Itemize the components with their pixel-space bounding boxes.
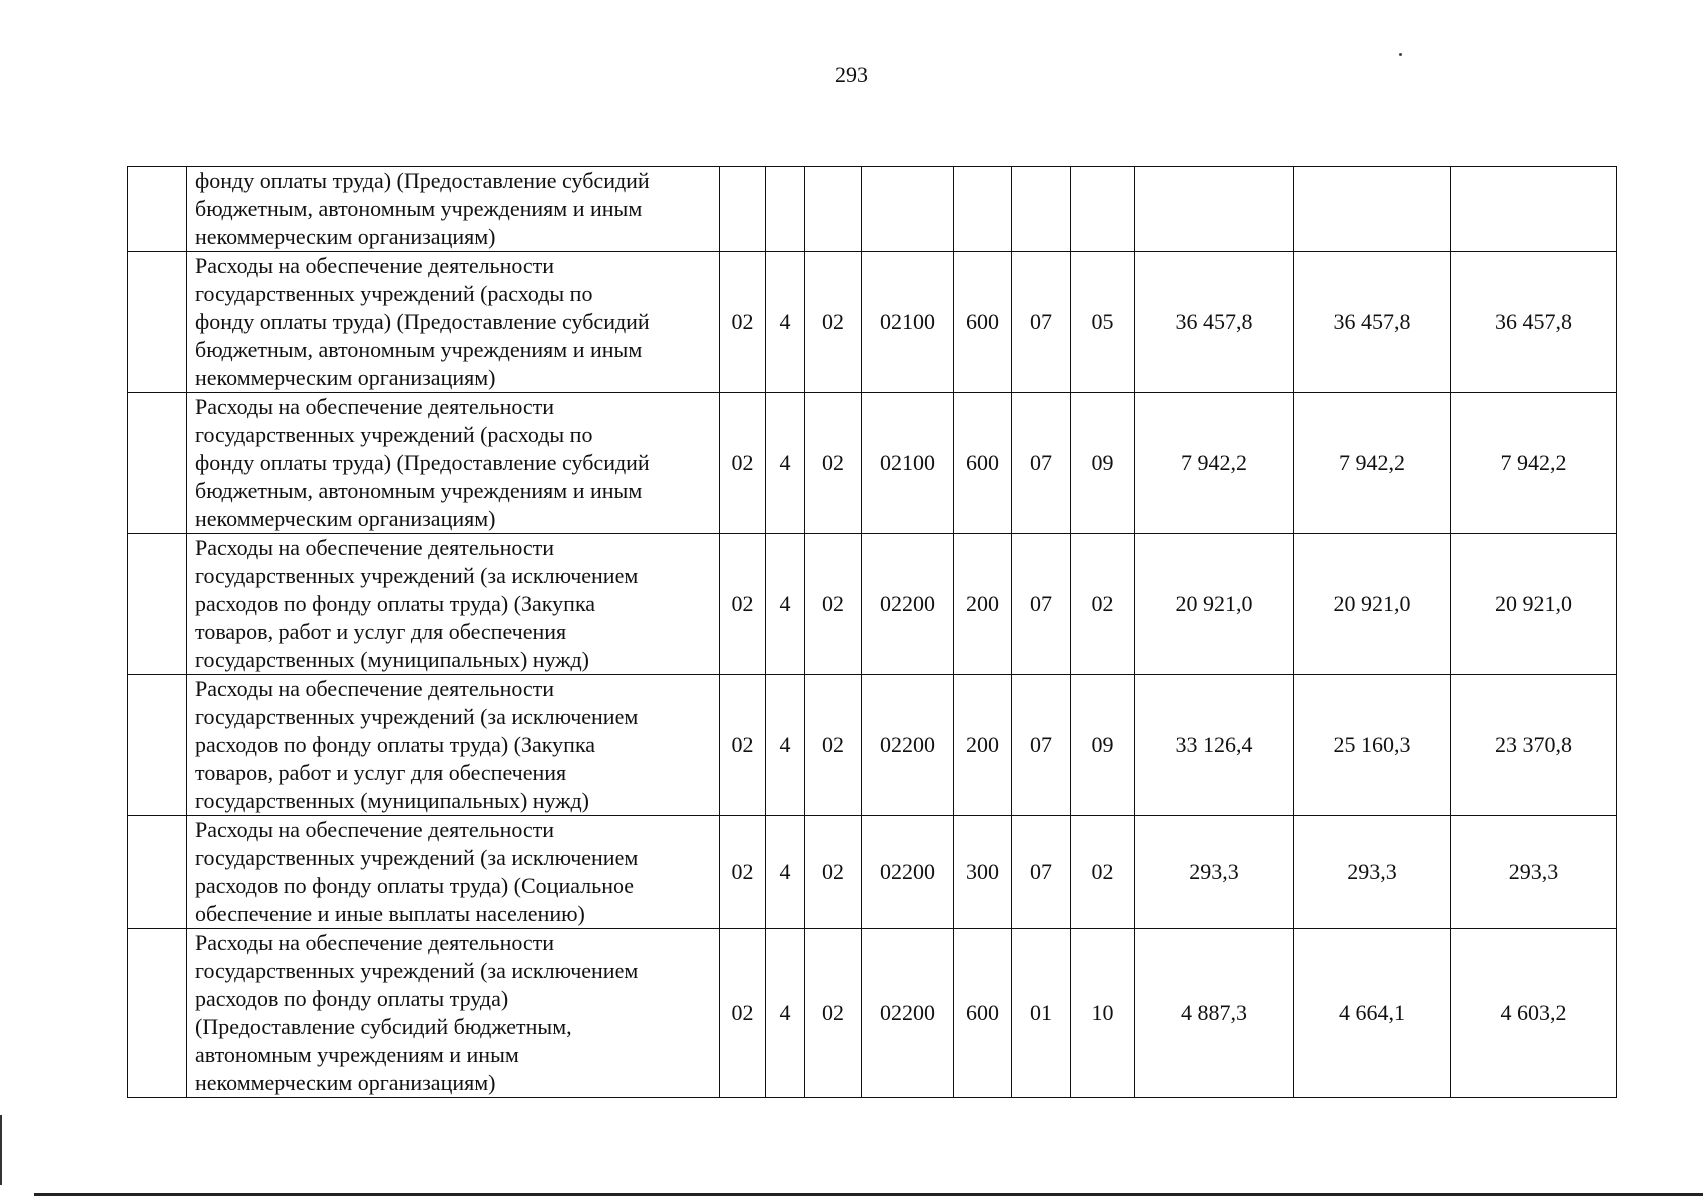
code-cell: 4	[766, 393, 805, 534]
table-row	[128, 167, 1617, 252]
code-cell: 02	[805, 929, 862, 1098]
code-cell: 02200	[862, 534, 954, 675]
code-cell: 600	[954, 252, 1012, 393]
code-cell: 4	[766, 252, 805, 393]
scan-bottom-rule	[34, 1193, 1703, 1196]
amount-cell: 36 457,8	[1451, 252, 1617, 393]
expense-description: Расходы на обеспечение деятельности государственных учреждений (расходы по фонду оплаты труда) (Предоставление субсидий бюджетным, автономным учреждениям и иным некоммерческим организациям)	[195, 394, 650, 531]
row-number-cell	[128, 816, 187, 929]
scan-edge-mark	[0, 1115, 2, 1185]
expense-description: фонду оплаты труда) (Предоставление субсидий бюджетным, автономным учреждениям и иным некоммерческим организациям)	[195, 168, 650, 249]
table-row	[128, 534, 1617, 675]
code-cell: 4	[766, 534, 805, 675]
code-cell: 4	[766, 675, 805, 816]
code-cell	[954, 167, 1012, 252]
scan-speck	[1399, 53, 1402, 56]
amount-cell: 20 921,0	[1135, 534, 1294, 675]
amount-cell: 4 887,3	[1135, 929, 1294, 1098]
code-cell: 600	[954, 393, 1012, 534]
amount-cell: 20 921,0	[1294, 534, 1451, 675]
budget-table	[127, 166, 1617, 1098]
code-cell: 07	[1012, 816, 1071, 929]
code-cell: 02200	[862, 816, 954, 929]
table-body	[128, 167, 1617, 1098]
code-cell: 01	[1012, 929, 1071, 1098]
code-cell: 10	[1071, 929, 1135, 1098]
amount-cell: 293,3	[1451, 816, 1617, 929]
code-cell: 4	[766, 929, 805, 1098]
amount-cell: 4 603,2	[1451, 929, 1617, 1098]
code-cell: 02	[720, 675, 766, 816]
amount-cell: 33 126,4	[1135, 675, 1294, 816]
amount-cell	[1135, 167, 1294, 252]
amount-cell: 36 457,8	[1135, 252, 1294, 393]
code-cell: 02100	[862, 252, 954, 393]
amount-cell: 4 664,1	[1294, 929, 1451, 1098]
expense-description-cell	[187, 675, 720, 816]
table-row	[128, 675, 1617, 816]
code-cell: 02	[720, 816, 766, 929]
code-cell	[862, 167, 954, 252]
row-number-cell	[128, 393, 187, 534]
code-cell	[766, 167, 805, 252]
code-cell: 02200	[862, 929, 954, 1098]
expense-description-cell	[187, 816, 720, 929]
expense-description: Расходы на обеспечение деятельности государственных учреждений (за исключением расходов по фонду оплаты труда) (Предоставление субсидий бюджетным, автономным учреждениям и иным некоммерческим организациям)	[195, 930, 639, 1095]
expense-description-cell	[187, 929, 720, 1098]
amount-cell: 36 457,8	[1294, 252, 1451, 393]
code-cell: 07	[1012, 393, 1071, 534]
amount-cell: 7 942,2	[1451, 393, 1617, 534]
code-cell: 02100	[862, 393, 954, 534]
table-row	[128, 393, 1617, 534]
code-cell: 07	[1012, 675, 1071, 816]
code-cell	[1012, 167, 1071, 252]
code-cell: 02	[805, 816, 862, 929]
code-cell: 02	[1071, 534, 1135, 675]
code-cell: 02200	[862, 675, 954, 816]
expense-description-cell	[187, 534, 720, 675]
expense-description: Расходы на обеспечение деятельности государственных учреждений (расходы по фонду оплаты труда) (Предоставление субсидий бюджетным, автономным учреждениям и иным некоммерческим организациям)	[195, 253, 650, 390]
code-cell: 02	[720, 393, 766, 534]
expense-description: Расходы на обеспечение деятельности государственных учреждений (за исключением расходов по фонду оплаты труда) (Закупка товаров, работ и услуг для обеспечения государственных (муниципальных) нужд)	[195, 535, 639, 672]
expense-description-cell	[187, 393, 720, 534]
row-number-cell	[128, 675, 187, 816]
code-cell: 07	[1012, 534, 1071, 675]
code-cell	[1071, 167, 1135, 252]
code-cell: 02	[805, 534, 862, 675]
amount-cell: 25 160,3	[1294, 675, 1451, 816]
code-cell: 02	[720, 929, 766, 1098]
code-cell: 200	[954, 534, 1012, 675]
row-number-cell	[128, 252, 187, 393]
code-cell: 02	[720, 534, 766, 675]
row-number-cell	[128, 534, 187, 675]
code-cell: 07	[1012, 252, 1071, 393]
amount-cell: 293,3	[1135, 816, 1294, 929]
code-cell: 02	[805, 252, 862, 393]
expense-description: Расходы на обеспечение деятельности государственных учреждений (за исключением расходов по фонду оплаты труда) (Социальное обеспечение и иные выплаты населению)	[195, 817, 639, 926]
code-cell: 09	[1071, 393, 1135, 534]
amount-cell	[1451, 167, 1617, 252]
amount-cell: 293,3	[1294, 816, 1451, 929]
code-cell: 200	[954, 675, 1012, 816]
code-cell: 02	[805, 393, 862, 534]
code-cell: 02	[805, 675, 862, 816]
expense-description-cell	[187, 167, 720, 252]
page-number: 293	[835, 62, 868, 87]
table-row	[128, 929, 1617, 1098]
code-cell	[805, 167, 862, 252]
code-cell	[720, 167, 766, 252]
amount-cell: 7 942,2	[1294, 393, 1451, 534]
code-cell: 600	[954, 929, 1012, 1098]
row-number-cell	[128, 167, 187, 252]
amount-cell	[1294, 167, 1451, 252]
code-cell: 02	[1071, 816, 1135, 929]
table-row	[128, 252, 1617, 393]
code-cell: 300	[954, 816, 1012, 929]
code-cell: 02	[720, 252, 766, 393]
amount-cell: 20 921,0	[1451, 534, 1617, 675]
code-cell: 09	[1071, 675, 1135, 816]
code-cell: 05	[1071, 252, 1135, 393]
expense-description-cell	[187, 252, 720, 393]
amount-cell: 7 942,2	[1135, 393, 1294, 534]
code-cell: 4	[766, 816, 805, 929]
amount-cell: 23 370,8	[1451, 675, 1617, 816]
table-row	[128, 816, 1617, 929]
expense-description: Расходы на обеспечение деятельности государственных учреждений (за исключением расходов по фонду оплаты труда) (Закупка товаров, работ и услуг для обеспечения государственных (муниципальных) нужд)	[195, 676, 639, 813]
row-number-cell	[128, 929, 187, 1098]
